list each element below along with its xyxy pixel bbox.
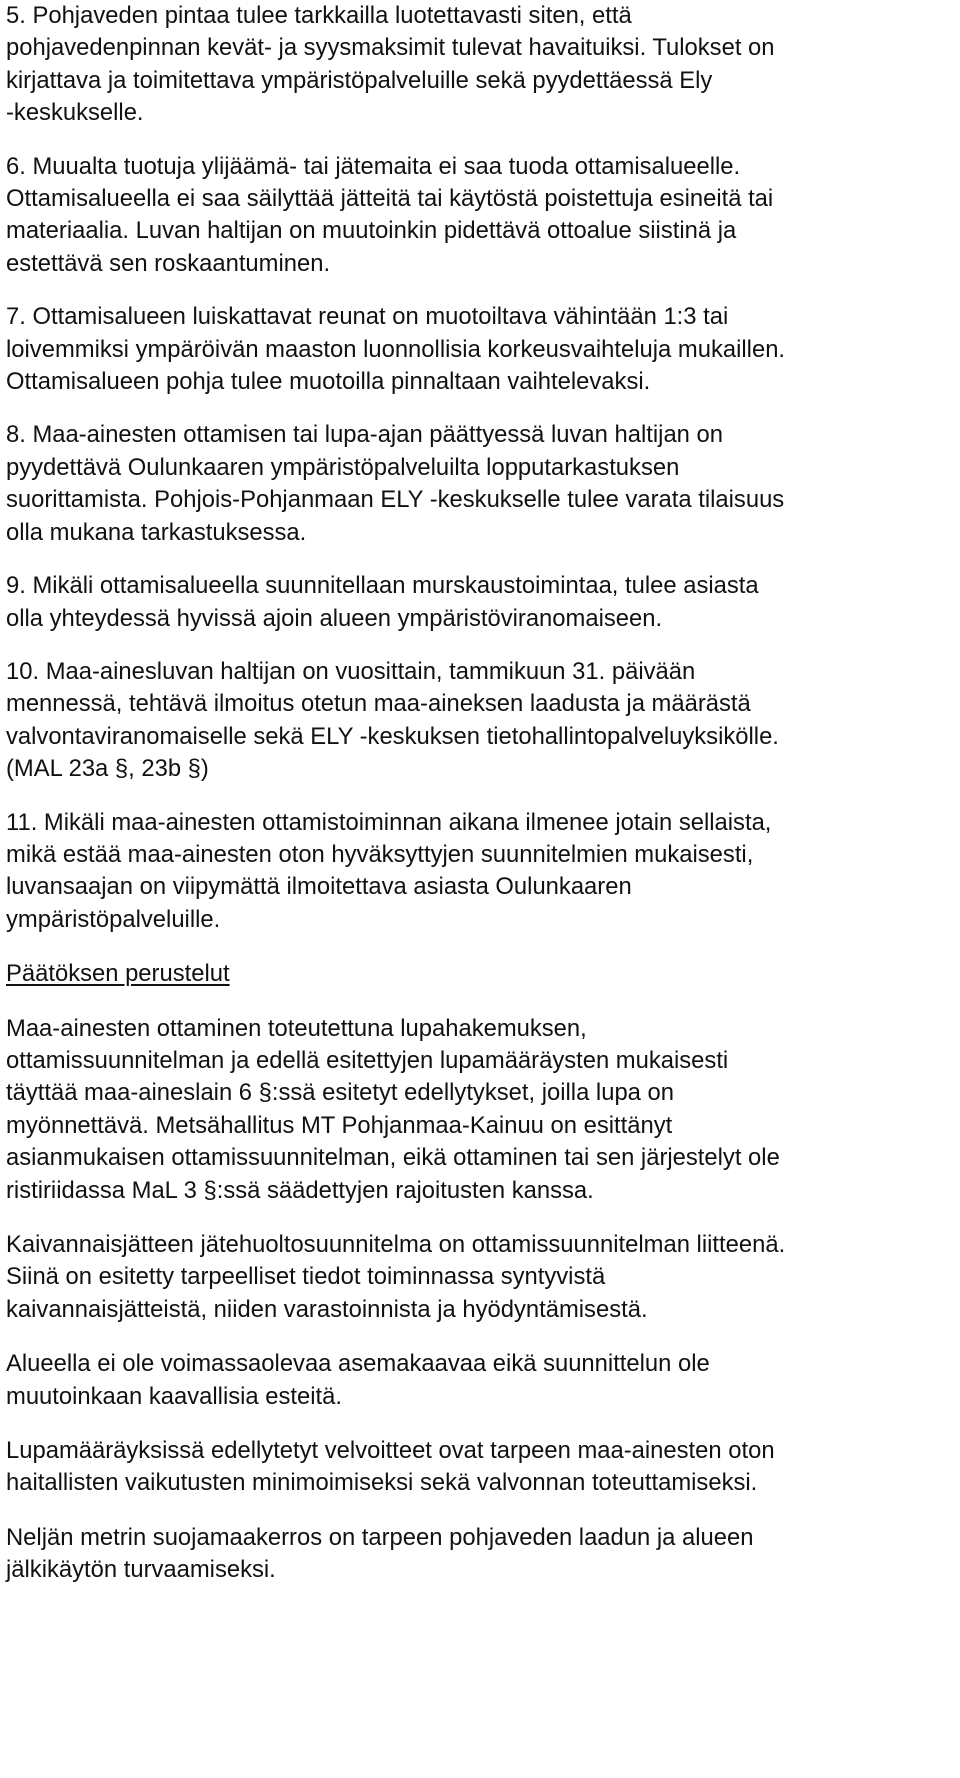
text-line: materiaalia. Luvan haltijan on muutoinkin pidettävä ottoalue siistinä ja bbox=[6, 217, 737, 245]
text-line: haitallisten vaikutusten minimoimiseksi sekä valvonnan toteuttamiseksi. bbox=[6, 1469, 758, 1497]
text-line: myönnettävä. Metsähallitus MT Pohjanmaa-Kainuu on esittänyt bbox=[6, 1111, 673, 1139]
text-line: pohjavedenpinnan kevät- ja syysmaksimit tulevat havaituiksi. Tulokset on bbox=[6, 34, 775, 62]
reasoning-paragraph-1 bbox=[6, 1013, 956, 1207]
reasoning-paragraph-3 bbox=[6, 1348, 956, 1413]
condition-7 bbox=[6, 301, 956, 398]
text-line: 6. Muualta tuotuja ylijäämä- tai jätemaita ei saa tuoda ottamisalueelle. bbox=[6, 152, 741, 180]
condition-10 bbox=[6, 656, 956, 786]
text-line: 5. Pohjaveden pintaa tulee tarkkailla luotettavasti siten, että bbox=[6, 2, 632, 29]
text-line: 9. Mikäli ottamisalueella suunnitellaan murskaustoimintaa, tulee asiasta bbox=[6, 572, 759, 600]
text-line: muutoinkaan kaavallisia esteitä. bbox=[6, 1382, 342, 1410]
text-line: ympäristöpalveluille. bbox=[6, 905, 221, 933]
text-line: kirjattava ja toimitettava ympäristöpalveluille sekä pyydettäessä Ely bbox=[6, 66, 713, 94]
text-line: Ottamisalueen pohja tulee muotoilla pinnaltaan vaihtelevaksi. bbox=[6, 368, 651, 396]
text-line: (MAL 23a §, 23b §) bbox=[6, 755, 209, 783]
text-line: Lupamääräyksissä edellytetyt velvoitteet ovat tarpeen maa-ainesten oton bbox=[6, 1437, 775, 1465]
text-line: 7. Ottamisalueen luiskattavat reunat on muotoiltava vähintään 1:3 tai bbox=[6, 303, 729, 331]
condition-11 bbox=[6, 807, 956, 937]
text-line: ristiriidassa MaL 3 §:ssä säädettyjen rajoitusten kanssa. bbox=[6, 1176, 594, 1204]
text-line: 8. Maa-ainesten ottamisen tai lupa-ajan päättyessä luvan haltijan on bbox=[6, 421, 723, 449]
text-line: olla mukana tarkastuksessa. bbox=[6, 518, 307, 546]
text-line: valvontaviranomaiselle sekä ELY -keskuksen tietohallintopalveluyksikölle. bbox=[6, 722, 779, 750]
text-line: Alueella ei ole voimassaolevaa asemakaavaa eikä suunnittelun ole bbox=[6, 1350, 710, 1378]
text-line: Maa-ainesten ottaminen toteutettuna lupahakemuksen, bbox=[6, 1014, 587, 1042]
text-line: pyydettävä Oulunkaaren ympäristöpalveluilta lopputarkastuksen bbox=[6, 453, 680, 481]
reasoning-paragraph-2 bbox=[6, 1229, 956, 1326]
text-line: luvansaajan on viipymättä ilmoitettava asiasta Oulunkaaren bbox=[6, 873, 632, 901]
section-heading bbox=[6, 958, 956, 990]
text-line: 11. Mikäli maa-ainesten ottamistoiminnan aikana ilmenee jotain sellaista, bbox=[6, 808, 772, 836]
text-line: suorittamista. Pohjois-Pohjanmaan ELY -keskukselle tulee varata tilaisuus bbox=[6, 486, 785, 514]
text-line: Neljän metrin suojamaakerros on tarpeen pohjaveden laadun ja alueen bbox=[6, 1523, 754, 1551]
text-line: mennessä, tehtävä ilmoitus otetun maa-aineksen laadusta ja määrästä bbox=[6, 690, 751, 718]
text-line: Ottamisalueella ei saa säilyttää jätteitä tai käytöstä poistettuja esineitä tai bbox=[6, 185, 774, 213]
condition-5 bbox=[6, 0, 956, 130]
text-line: Siinä on esitetty tarpeelliset tiedot toiminnassa syntyvistä bbox=[6, 1263, 606, 1291]
text-line: ottamissuunnitelman ja edellä esitettyjen lupamääräysten mukaisesti bbox=[6, 1046, 729, 1074]
text-line: kaivannaisjätteistä, niiden varastoinnista ja hyödyntämisestä. bbox=[6, 1295, 648, 1323]
text-line: loivemmiksi ympäröivän maaston luonnollisia korkeusvaihteluja mukaillen. bbox=[6, 335, 786, 363]
text-line: estettävä sen roskaantuminen. bbox=[6, 249, 331, 277]
text-line: asianmukaisen ottamissuunnitelman, eikä ottaminen tai sen järjestelyt ole bbox=[6, 1144, 780, 1172]
text-line: -keskukselle. bbox=[6, 99, 144, 127]
text-line: täyttää maa-aineslain 6 §:ssä esitetyt edellytykset, joilla lupa on bbox=[6, 1079, 674, 1107]
condition-6 bbox=[6, 151, 956, 281]
text-line: jälkikäytön turvaamiseksi. bbox=[6, 1556, 276, 1584]
condition-9 bbox=[6, 570, 956, 635]
text-line: Kaivannaisjätteen jätehuoltosuunnitelma on ottamissuunnitelman liitteenä. bbox=[6, 1231, 786, 1258]
document-page bbox=[6, 0, 956, 1587]
text-line: olla yhteydessä hyvissä ajoin alueen ympäristöviranomaiseen. bbox=[6, 604, 663, 632]
page-title: Päätöksen perustelut bbox=[6, 960, 230, 988]
reasoning-paragraph-5 bbox=[6, 1522, 956, 1587]
text-line: 10. Maa-ainesluvan haltijan on vuosittain, tammikuun 31. päivään bbox=[6, 657, 696, 685]
reasoning-paragraph-4 bbox=[6, 1435, 956, 1500]
text-line: mikä estää maa-ainesten oton hyväksyttyjen suunnitelmien mukaisesti, bbox=[6, 840, 754, 868]
condition-8 bbox=[6, 419, 956, 549]
